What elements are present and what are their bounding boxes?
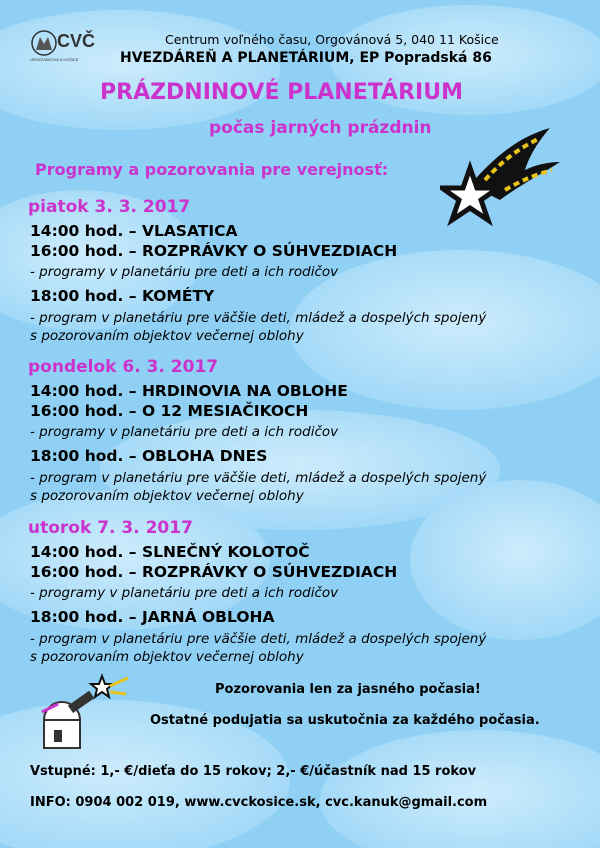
logo-text: CVČ (57, 31, 96, 51)
day-3-program-2: 16:00 hod. – ROZPRÁVKY O SÚHVEZDIACH (30, 563, 398, 581)
day-1-program-2: 16:00 hod. – ROZPRÁVKY O SÚHVEZDIACH (30, 242, 398, 260)
day-3-program-3: 18:00 hod. – JARNÁ OBLOHA (30, 608, 275, 626)
day-2-program-3: 18:00 hod. – OBLOHA DNES (30, 447, 268, 465)
note-weather-observation: Pozorovania len za jasného počasia! (215, 682, 481, 697)
day-3-program-1: 14:00 hod. – SLNEČNÝ KOLOTOČ (30, 543, 310, 561)
day-3-description-1: - programy v planetáriu pre deti a ich rodičov (30, 585, 339, 601)
cvc-logo (30, 28, 96, 68)
section-title: Programy a pozorovania pre verejnosť: (35, 160, 389, 179)
day-2-program-1: 14:00 hod. – HRDINOVIA NA OBLOHE (30, 382, 348, 400)
day-1-date: piatok 3. 3. 2017 (28, 197, 191, 217)
page-subtitle: počas jarných prázdnin (209, 118, 432, 138)
day-2-description-1: - programy v planetáriu pre deti a ich rodičov (30, 424, 339, 440)
footer-price: Vstupné: 1,- €/dieťa do 15 rokov; 2,- €/účastník nad 15 rokov (30, 764, 477, 779)
shooting-star-icon (440, 120, 570, 230)
observatory-icon (40, 672, 130, 752)
day-3-description-2a: - program v planetáriu pre väčšie deti, mládež a dospelých spojený (30, 631, 487, 647)
day-2-description-2b: s pozorovaním objektov večernej oblohy (30, 488, 304, 504)
day-3-description-2b: s pozorovaním objektov večernej oblohy (30, 649, 304, 665)
day-2-description-2a: - program v planetáriu pre väčšie deti, mládež a dospelých spojený (30, 470, 487, 486)
day-1-description-1: - programy v planetáriu pre deti a ich rodičov (30, 264, 339, 280)
day-1-program-3: 18:00 hod. – KOMÉTY (30, 287, 215, 305)
day-2-date: pondelok 6. 3. 2017 (28, 357, 219, 377)
header-line-2: HVEZDÁREŇ A PLANETÁRIUM, EP Popradská 86 (120, 50, 492, 66)
footer-info: INFO: 0904 002 019, www.cvckosice.sk, cvc.kanuk@gmail.com (30, 795, 488, 810)
note-weather-events: Ostatné podujatia sa uskutočnia za každého počasia. (150, 713, 540, 728)
page-title: PRÁZDNINOVÉ PLANETÁRIUM (100, 80, 463, 105)
header-line-1: Centrum voľného času, Orgovánová 5, 040 11 Košice (165, 32, 499, 47)
day-1-description-2b: s pozorovaním objektov večernej oblohy (30, 328, 304, 344)
day-2-program-2: 16:00 hod. – O 12 MESIAČIKOCH (30, 402, 309, 420)
day-1-description-2a: - program v planetáriu pre väčšie deti, mládež a dospelých spojený (30, 310, 487, 326)
logo-subtext: ORGOVÁNOVÁ 5 KOŠICE (30, 57, 79, 62)
day-3-date: utorok 7. 3. 2017 (28, 518, 193, 538)
day-1-program-1: 14:00 hod. – VLASATICA (30, 222, 238, 240)
